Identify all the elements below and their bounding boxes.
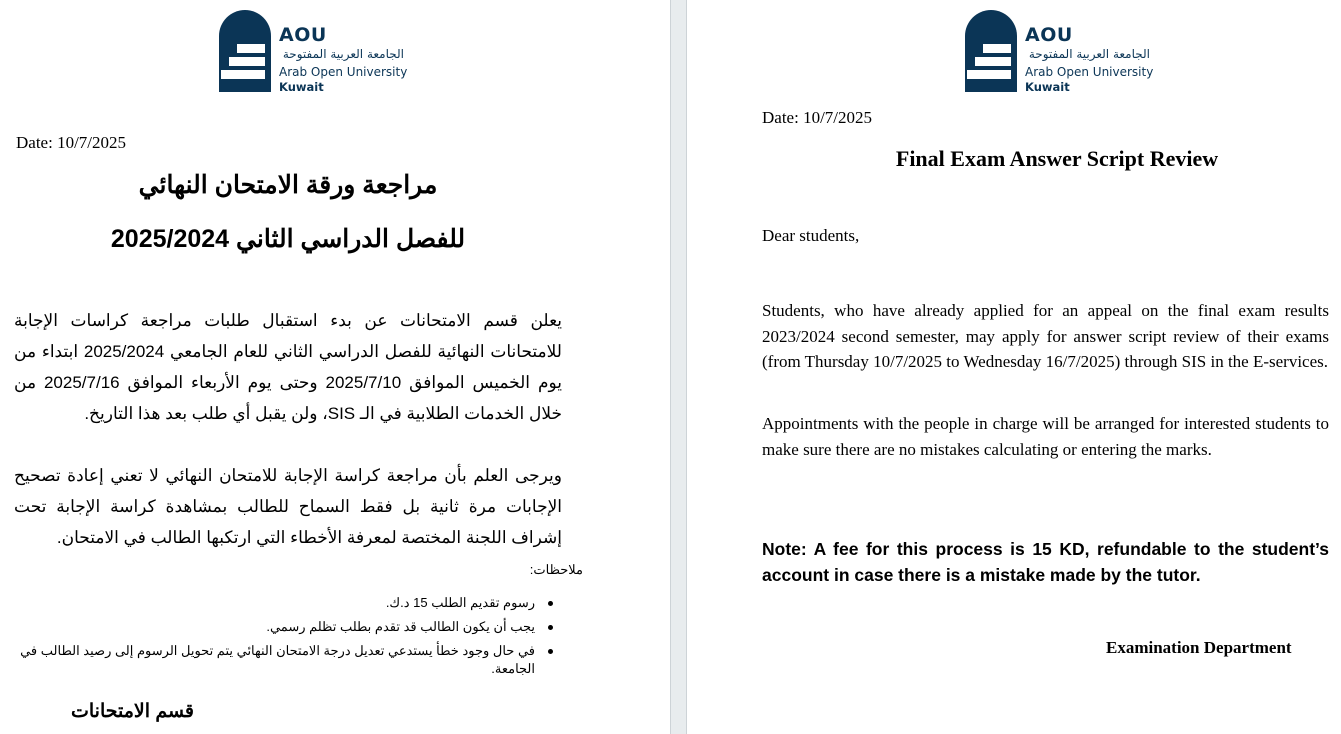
aou-emblem-icon [219,10,271,92]
list-item: في حال وجود خطأ يستدعي تعديل درجة الامتحان النهائي يتم تحويل الرسوم إلى رصيد الطالب في الجامعة. [14,642,535,678]
logo-abbreviation: AOU [1025,24,1073,46]
page-gutter [670,0,687,734]
list-item: رسوم تقديم الطلب 15 د.ك. [14,594,535,612]
english-paragraph-2: Appointments with the people in charge will be arranged for interested students to make sure there are no mistakes calculating or entering the marks. [762,414,1329,459]
logo-english-name: Arab Open University [1025,65,1154,79]
logo-abbreviation: AOU [279,24,327,46]
arabic-announcement-page [0,0,670,734]
aou-emblem-icon [965,10,1017,92]
greeting: Dear students, [762,226,860,245]
logo-english-name: Arab Open University [279,65,408,79]
arabic-paragraph-2: ويرجى العلم بأن مراجعة كراسة الإجابة للامتحان النهائي لا تعني إعادة تصحيح الإجابات مرة ثانية بل فقط السماح للطالب بمشاهدة كراسة الإجابة تحت إشراف اللجنة المختصة لمعرفة الأخطاء التي ارتكبها الطالب في الامتحان. [14,466,562,547]
aou-logo [219,10,419,94]
arabic-title-line1: مراجعة ورقة الامتحان النهائي [138,171,438,199]
document-date: Date: 10/7/2025 [16,133,127,152]
notes-list [14,594,535,684]
english-signature: Examination Department [1106,638,1292,657]
english-announcement-page [687,0,1341,734]
arabic-signature: قسم الامتحانات [71,701,194,722]
logo-campus: Kuwait [1025,80,1070,94]
list-item: يجب أن يكون الطالب قد تقدم بطلب تظلم رسمي. [14,618,535,636]
arabic-paragraph-1: يعلن قسم الامتحانات عن بدء استقبال طلبات مراجعة كراسات الإجابة للامتحانات النهائية للفصل الدراسي الثاني للعام الجامعي 2025/2024 ابتداء من يوم الخميس الموافق 2025/7/10 وحتى يوم الأربعاء الموافق 2025/7/16 من خلال الخدمات الطلابية في الـ SIS، ولن يقبل أي طلب بعد هذا التاريخ. [14,311,562,423]
notes-label: ملاحظات: [529,562,583,577]
english-paragraph-1: Students, who have already applied for an appeal on the final exam results 2023/2024 second semester, may apply for answer script review of their exams (from Thursday 10/7/2025 to Wednesday 16/7/2025) through SIS in the E-services. [762,301,1329,371]
arabic-title-line2: للفصل الدراسي الثاني 2025/2024 [110,225,466,253]
aou-logo [965,10,1165,94]
logo-arabic-name: الجامعة العربية المفتوحة [1028,47,1150,61]
logo-arabic-name: الجامعة العربية المفتوحة [282,47,404,61]
english-title: Final Exam Answer Script Review [895,146,1219,171]
document-date: Date: 10/7/2025 [762,108,873,127]
logo-campus: Kuwait [279,80,324,94]
fee-note: Note: A fee for this process is 15 KD, refundable to the student’s account in case there is a mistake made by the tutor. [762,539,1329,585]
